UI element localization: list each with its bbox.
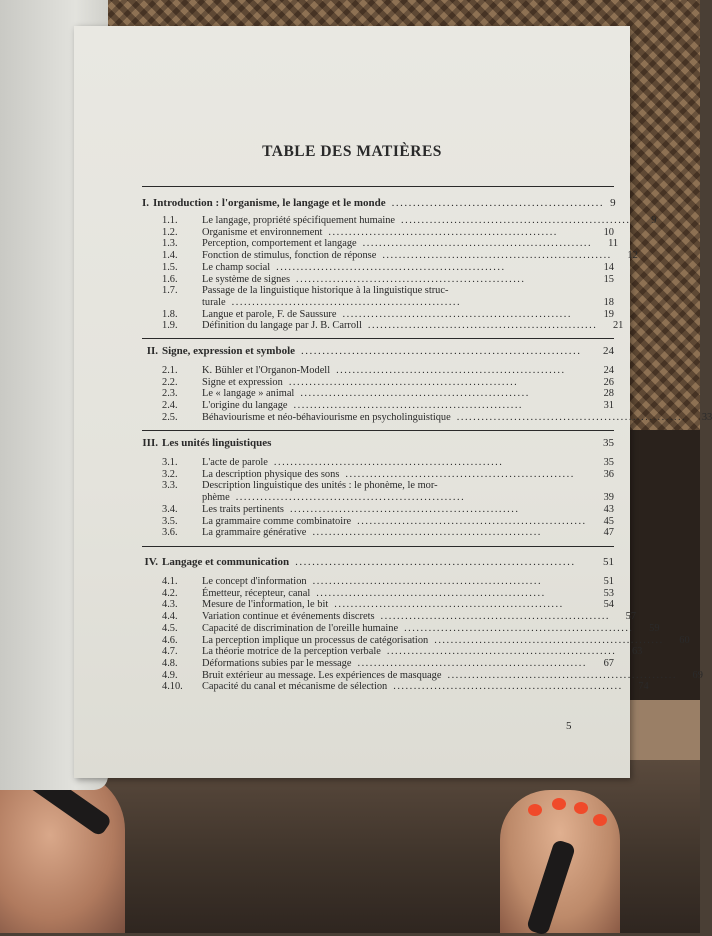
toc-entry: 2.5. Béhaviourisme et néo-béhaviourisme en psycholinguistique ........................................................ 33: [162, 411, 712, 423]
toc-entry: 1.2. Organisme et environnement ........................................................ 10: [162, 226, 614, 238]
toc-entry: 2.4. L'origine du langage ........................................................ 31: [162, 400, 614, 412]
page-number: 5: [566, 720, 572, 732]
toc-entry: 3.6. La grammaire générative ........................................................ 47: [162, 527, 614, 539]
book-page: [74, 26, 712, 778]
toc-entry: 3.2. La description physique des sons ........................................................ 36: [162, 468, 614, 480]
toc-entry: 4.3. Mesure de l'information, le bit ........................................................ 54: [162, 599, 614, 611]
chapter-heading: IV. Langage et communication .................................................................. 51: [144, 556, 614, 568]
toc-entry: 4.4. Variation continue et événements discrets ........................................................ 57: [162, 611, 637, 623]
chapter-heading: III. Les unités linguistiques 35: [142, 437, 614, 449]
toc-entry: 2.3. Le « langage » animal ........................................................ 28: [162, 388, 614, 400]
painted-toenail: [552, 798, 566, 810]
toc-entry: 1.4. Fonction de stimulus, fonction de réponse ........................................................ 12: [162, 250, 638, 262]
toc-entry: 2.2. Signe et expression ........................................................ 26: [162, 376, 614, 388]
page-title: TABLE DES MATIÈRES: [262, 143, 442, 160]
toc-entry: 3.4. Les traits pertinents ........................................................ 43: [162, 503, 614, 515]
chapter-heading: II. Signe, expression et symbole .................................................................. 24: [146, 345, 614, 357]
toc-entry: 1.8. Langue et parole, F. de Saussure ........................................................ 19: [162, 308, 614, 320]
toc-entry: 1.7. Passage de la linguistique historique à la linguistique struc-: [162, 285, 449, 297]
toc-entry: 4.6. La perception implique un processus de catégorisation ........................................................ 60: [162, 634, 690, 646]
toc-entry: 2.1. K. Bühler et l'Organon-Modell ........................................................ 24: [162, 365, 614, 376]
toc-entry: 4.7. La théorie motrice de la perception verbale ........................................................ 63: [162, 646, 643, 658]
toc-entry: 3.5. La grammaire comme combinatoire ........................................................ 45: [162, 515, 614, 527]
toc-entry: 4.2. Émetteur, récepteur, canal ........................................................ 53: [162, 587, 614, 599]
chapter-divider: [142, 430, 614, 431]
toc-entry: 1.1. Le langage, propriété spécifiquement humaine ........................................................ 9: [162, 215, 657, 226]
toc-entry: 4.9. Bruit extérieur au message. Les expériences de masquage ........................................................ 69: [162, 669, 703, 681]
painted-toenail: [574, 802, 588, 814]
toc-entry: 1.3. Perception, comportement et langage ........................................................ 11: [162, 238, 619, 250]
toc-entry: 4.5. Capacité de discrimination de l'oreille humaine ........................................................ 59: [162, 622, 660, 634]
toc-entry: 1.9. Définition du langage par J. B. Carroll ........................................................ 21: [162, 320, 624, 332]
painted-toenail: [528, 804, 542, 816]
chapter-heading: I. Introduction : l'organisme, le langage et le monde .................................................. 9: [142, 197, 616, 209]
toc-entry: turale ........................................................ 18: [202, 296, 614, 308]
toc-entry: 4.10. Capacité du canal et mécanisme de sélection ........................................................ 74: [162, 681, 649, 693]
toc-entry: 1.6. Le système de signes ........................................................ 15: [162, 273, 614, 285]
painted-toenail: [593, 814, 607, 826]
toc-entry: 3.3. Description linguistique des unités : le phonème, le mor-: [162, 480, 438, 492]
toc-entry: 1.5. Le champ social ........................................................ 14: [162, 261, 614, 273]
toc-entry: 4.8. Déformations subies par le message ........................................................ 67: [162, 657, 614, 669]
chapter-divider: [142, 546, 614, 547]
toc-entry: 3.1. L'acte de parole ........................................................ 35: [162, 457, 614, 468]
chapter-divider: [142, 338, 614, 339]
chapter-divider: [142, 186, 614, 187]
toc-entry: phème ........................................................ 39: [202, 492, 614, 504]
toc-entry: 4.1. Le concept d'information ........................................................ 51: [162, 576, 614, 587]
